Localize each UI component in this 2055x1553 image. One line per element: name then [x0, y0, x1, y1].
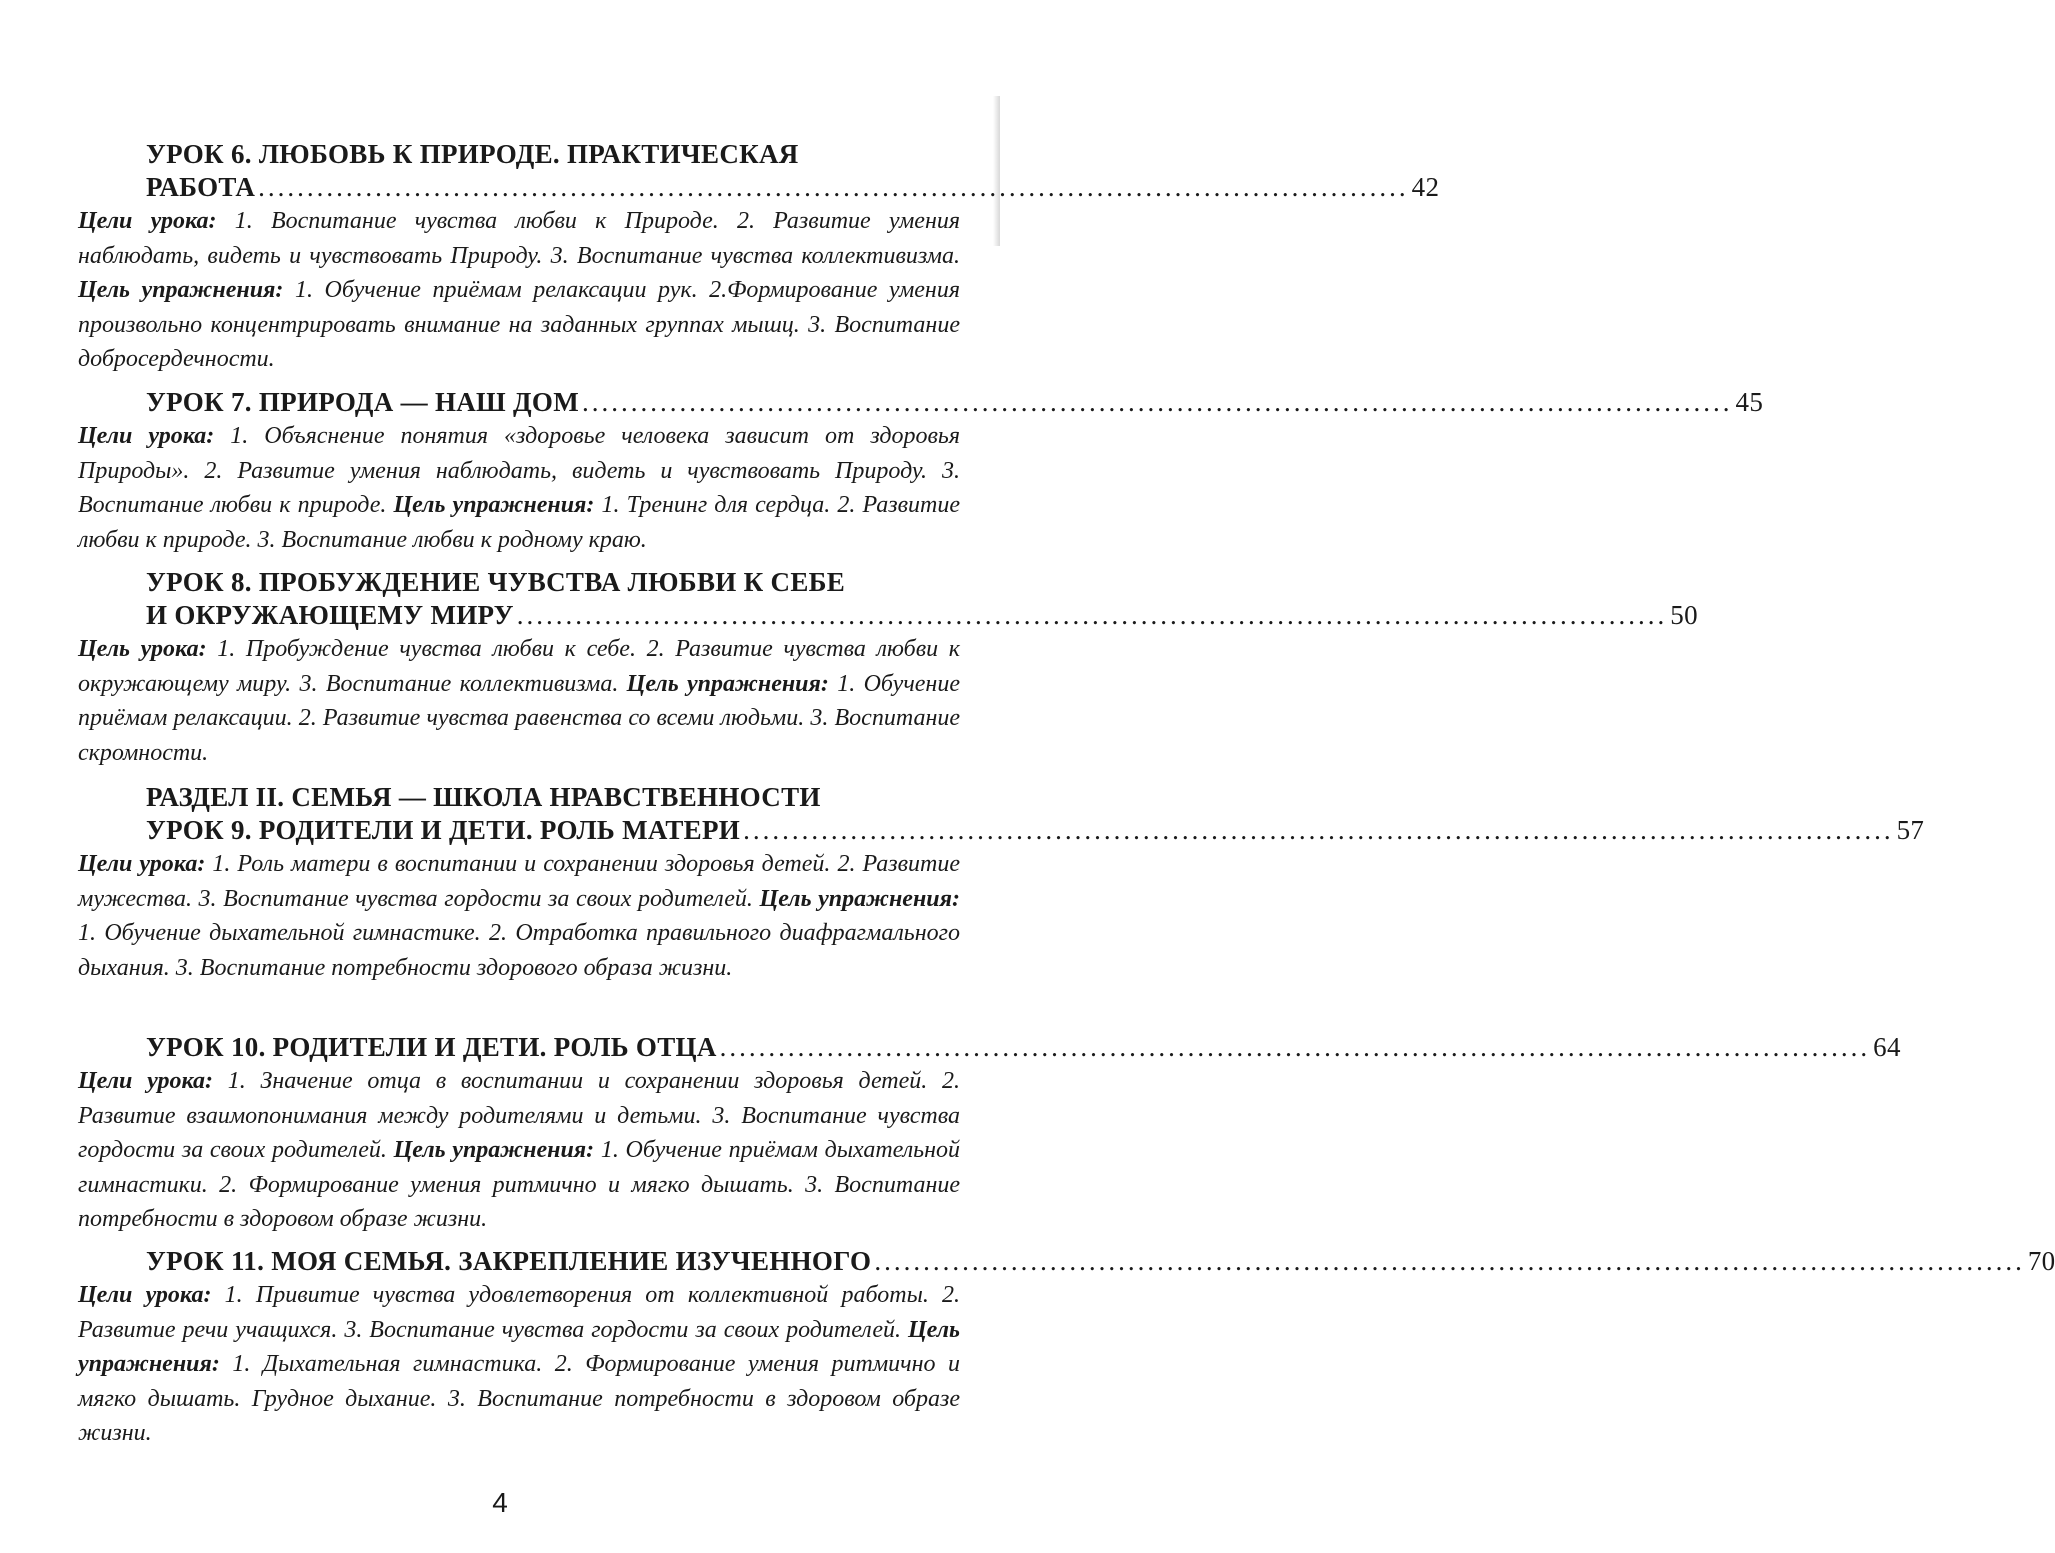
entry-title-cont: РАБОТА	[146, 172, 256, 202]
entry-page-number: 42	[1411, 172, 1440, 202]
goal-text: 1. Значение отца в воспитании и сохранении здоровья детей. 2. Развитие взаимопонимания между родителями и детьми. 3. Воспитание чувства гордости за своих родителей.	[78, 1068, 961, 1163]
toc-entry-lesson-9	[78, 781, 1925, 985]
exercise-label: Цель упражнения:	[393, 1137, 595, 1163]
goal-label: Цели урока:	[78, 1068, 214, 1094]
section-heading: РАЗДЕЛ II. СЕМЬЯ — ШКОЛА НРАВСТВЕННОСТИ	[146, 782, 821, 812]
entry-title: УРОК 7. ПРИРОДА — НАШ ДОМ	[146, 387, 580, 417]
exercise-label: Цель упражнения:	[393, 492, 595, 518]
toc-entry-lesson-8	[78, 566, 1698, 770]
entry-title-cont: И ОКРУЖАЮЩЕМУ МИРУ	[146, 600, 514, 630]
entry-title: УРОК 11. МОЯ СЕМЬЯ. ЗАКРЕПЛЕНИЕ ИЗУЧЕННОГО	[146, 1246, 872, 1276]
goal-text: 1. Пробуждение чувства любви к себе. 2. Развитие чувства любви к окружающему миру. 3. Воспитание коллективизма.	[78, 636, 961, 697]
toc-entry-lesson-10	[78, 1031, 1901, 1237]
dot-leader: ......................................................................................................................	[874, 1246, 2025, 1276]
goal-text: 1. Объяснение понятия «здоровье человека зависит от здоровья Природы». 2. Развитие умения наблюдать, видеть и чувствовать Природу. 3. Воспитание любви к природе.	[78, 423, 960, 518]
entry-title-line	[146, 814, 1925, 847]
exercise-label: Цель упражнения:	[626, 670, 829, 697]
entry-title-line	[146, 1245, 2055, 1278]
entry-page-number: 50	[1670, 600, 1698, 630]
exercise-text: 1. Обучение приёмам дыхательной гимнастики. 2. Формирование умения ритмично и мягко дышать. 3. Воспитание потребности в здоровом образе жизни.	[78, 1137, 961, 1232]
exercise-label: Цель упражнения:	[78, 1316, 960, 1377]
toc-entry-lesson-7	[78, 386, 1764, 557]
goal-text: 1. Воспитание чувства любви к Природе. 2. Развитие умения наблюдать, видеть и чувствовать Природу. 3. Воспитание чувства коллективизма.	[78, 208, 961, 269]
dot-leader: ......................................................................................................................	[719, 1032, 1871, 1062]
entry-title-line	[146, 599, 1698, 632]
page-number: 4	[492, 1487, 508, 1518]
dot-leader: ......................................................................................................................	[516, 600, 1668, 630]
entry-page-number: 70	[2027, 1246, 2055, 1276]
entry-description	[78, 632, 960, 770]
exercise-label: Цель упражнения:	[759, 885, 960, 912]
exercise-label: Цель упражнения:	[78, 277, 284, 303]
entry-description	[78, 1278, 960, 1451]
entry-description	[78, 419, 960, 557]
exercise-text: 1. Дыхательная гимнастика. 2. Формирование умения ритмично и мягко дышать. Грудное дыхание. 3. Воспитание потребности в здоровом образе жизни.	[78, 1351, 960, 1446]
entry-title-line	[146, 1031, 1901, 1064]
exercise-text: 1. Обучение приёмам релаксации рук. 2.Формирование умения произвольно концентрировать внимание на заданных группах мышц. 3. Воспитание добросердечности.	[78, 277, 960, 372]
goal-text: 1. Роль матери в воспитании и сохранении здоровья детей. 2. Развитие мужества. 3. Воспитание чувства гордости за своих родителей.	[78, 851, 960, 912]
goal-label: Цели урока:	[78, 208, 217, 234]
entry-description	[78, 204, 960, 377]
dot-leader: ......................................................................................................................	[258, 172, 1409, 202]
entry-title: УРОК 10. РОДИТЕЛИ И ДЕТИ. РОЛЬ ОТЦА	[146, 1032, 717, 1062]
entry-description	[78, 847, 960, 985]
entry-title: УРОК 9. РОДИТЕЛИ И ДЕТИ. РОЛЬ МАТЕРИ	[146, 815, 741, 845]
dot-leader: ......................................................................................................................	[743, 815, 1894, 845]
entry-page-number: 45	[1735, 387, 1764, 417]
entry-description	[78, 1064, 960, 1237]
toc-entry-lesson-11	[78, 1245, 2055, 1451]
goal-label: Цели урока:	[78, 423, 215, 449]
entry-page-number: 64	[1873, 1032, 1901, 1062]
dot-leader: ......................................................................................................................	[582, 387, 1733, 417]
entry-title-line	[146, 171, 1440, 204]
entry-title: УРОК 6. ЛЮБОВЬ К ПРИРОДЕ. ПРАКТИЧЕСКАЯ	[146, 139, 799, 169]
toc-entry-lesson-6	[78, 138, 1440, 377]
goal-text: 1. Привитие чувства удовлетворения от коллективной работы. 2. Развитие речи учащихся. 3. Воспитание чувства гордости за своих родителей.	[78, 1282, 961, 1343]
goal-label: Цели урока:	[78, 851, 206, 877]
exercise-text: 1. Тренинг для сердца. 2. Развитие любви к природе. 3. Воспитание любви к родному краю.	[78, 492, 960, 553]
entry-title-line	[146, 386, 1764, 419]
entry-title: УРОК 8. ПРОБУЖДЕНИЕ ЧУВСТВА ЛЮБВИ К СЕБЕ	[146, 567, 846, 597]
exercise-text: 1. Обучение приёмам релаксации. 2. Развитие чувства равенства со всеми людьми. 3. Воспитание скромности.	[78, 670, 960, 766]
exercise-text: 1. Обучение дыхательной гимнастике. 2. Отработка правильного диафрагмального дыхания. 3. Воспитание потребности здорового образа жизни.	[78, 920, 960, 981]
goal-label: Цель урока:	[78, 636, 207, 662]
entry-page-number: 57	[1896, 815, 1925, 845]
goal-label: Цели урока:	[78, 1282, 212, 1308]
